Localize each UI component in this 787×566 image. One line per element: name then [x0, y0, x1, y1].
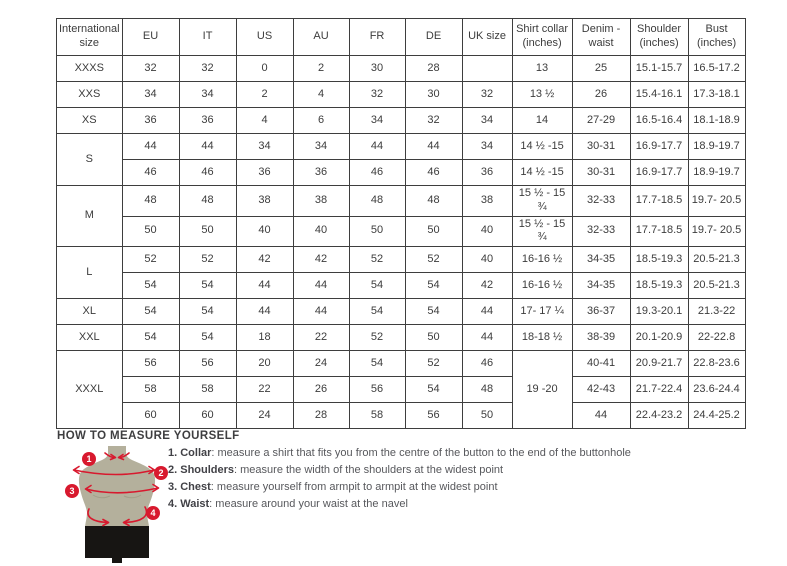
table-row [57, 273, 746, 299]
column-header: FR [349, 19, 405, 56]
measure-step-label: 2. Shoulders [168, 464, 235, 476]
table-cell: 26 [572, 82, 630, 108]
table-cell: 30 [405, 82, 462, 108]
table-cell: 54 [405, 299, 462, 325]
table-cell: 36 [293, 160, 349, 186]
table-cell: 50 [405, 325, 462, 351]
size-chart-table [56, 18, 746, 429]
svg-text:2: 2 [158, 468, 164, 479]
table-row [57, 247, 746, 273]
table-cell: 22 [236, 377, 293, 403]
table-cell: 58 [122, 377, 179, 403]
table-cell: 44 [572, 403, 630, 429]
measure-step-label: 1. Collar [168, 447, 212, 459]
table-cell: 44 [293, 273, 349, 299]
table-row [57, 82, 746, 108]
table-cell: 58 [179, 377, 236, 403]
table-cell: 40 [462, 216, 512, 247]
table-cell: 38-39 [572, 325, 630, 351]
table-cell: 30 [349, 56, 405, 82]
table-cell: 44 [405, 134, 462, 160]
table-cell: 50 [349, 216, 405, 247]
table-cell: 34 [462, 134, 512, 160]
table-cell: 13 [512, 56, 572, 82]
measure-step-label: 3. Chest [168, 481, 211, 493]
table-cell: XXXS [57, 56, 123, 82]
table-cell: 19.7- 20.5 [688, 186, 745, 217]
table-cell: 42 [462, 273, 512, 299]
table-cell: 38 [236, 186, 293, 217]
table-cell: 50 [462, 403, 512, 429]
table-cell: 22 [293, 325, 349, 351]
table-cell: 42 [293, 247, 349, 273]
table-cell: 22.4-23.2 [630, 403, 688, 429]
table-row [57, 325, 746, 351]
table-cell: 46 [462, 351, 512, 377]
table-cell: 15 ½ - 15 ¾ [512, 186, 572, 217]
table-cell: 32 [122, 56, 179, 82]
table-cell: M [57, 186, 123, 247]
table-cell: 56 [122, 351, 179, 377]
table-cell: 18.5-19.3 [630, 247, 688, 273]
table-cell: 32 [462, 82, 512, 108]
table-cell: 30-31 [572, 160, 630, 186]
table-cell: 6 [293, 108, 349, 134]
table-cell: 36 [179, 108, 236, 134]
table-cell: 18.5-19.3 [630, 273, 688, 299]
table-row [57, 403, 746, 429]
table-cell: 58 [349, 403, 405, 429]
table-cell: XS [57, 108, 123, 134]
table-cell: XXL [57, 325, 123, 351]
table-cell: 44 [293, 299, 349, 325]
table-cell: 14 ½ -15 [512, 134, 572, 160]
column-header: Denim - waist [572, 19, 630, 56]
table-cell: 34 [122, 82, 179, 108]
table-cell: 30-31 [572, 134, 630, 160]
table-cell: 20.1-20.9 [630, 325, 688, 351]
table-cell: S [57, 134, 123, 186]
table-cell: 22.8-23.6 [688, 351, 745, 377]
table-cell: 44 [236, 273, 293, 299]
table-cell: XL [57, 299, 123, 325]
table-cell: 14 ½ -15 [512, 160, 572, 186]
marker-4 [146, 506, 160, 520]
table-cell: 15.1-15.7 [630, 56, 688, 82]
table-cell: 34 [462, 108, 512, 134]
table-cell: 14 [512, 108, 572, 134]
table-cell: 17.7-18.5 [630, 186, 688, 217]
table-cell: 50 [179, 216, 236, 247]
table-cell: 19 -20 [512, 351, 572, 429]
measure-step-label: 4. Waist [168, 498, 210, 510]
table-cell: 52 [349, 247, 405, 273]
table-cell: 2 [236, 82, 293, 108]
table-cell: 54 [349, 273, 405, 299]
table-row [57, 351, 746, 377]
table-cell: 32-33 [572, 186, 630, 217]
table-cell: 20.5-21.3 [688, 273, 745, 299]
column-header: International size [57, 19, 123, 56]
table-cell: 27-29 [572, 108, 630, 134]
mannequin-figure-svg [56, 446, 170, 566]
measure-step [168, 465, 631, 476]
table-cell: 40 [236, 216, 293, 247]
table-cell: 34-35 [572, 247, 630, 273]
table-cell: 48 [122, 186, 179, 217]
table-cell: 54 [405, 377, 462, 403]
measure-steps-list [168, 448, 631, 516]
table-cell: 16-16 ½ [512, 273, 572, 299]
table-cell: 16.5-16.4 [630, 108, 688, 134]
table-cell: 18 [236, 325, 293, 351]
table-cell: 18.1-18.9 [688, 108, 745, 134]
table-cell: 18-18 ½ [512, 325, 572, 351]
table-cell: 18.9-19.7 [688, 160, 745, 186]
table-row [57, 160, 746, 186]
mannequin-shorts [85, 526, 149, 563]
table-cell: 50 [122, 216, 179, 247]
table-cell: 16-16 ½ [512, 247, 572, 273]
svg-text:3: 3 [69, 486, 75, 497]
table-row [57, 108, 746, 134]
table-cell: 44 [122, 134, 179, 160]
table-cell: 34 [236, 134, 293, 160]
table-cell: 17.3-18.1 [688, 82, 745, 108]
table-cell [462, 56, 512, 82]
table-cell: 34 [179, 82, 236, 108]
table-cell: XXXL [57, 351, 123, 429]
table-row [57, 216, 746, 247]
table-cell: 54 [122, 299, 179, 325]
table-cell: 40 [462, 247, 512, 273]
measure-step [168, 499, 631, 510]
table-cell: 36 [462, 160, 512, 186]
table-cell: 60 [122, 403, 179, 429]
column-header: EU [122, 19, 179, 56]
measure-step-text: : measure yourself from armpit to armpit at the widest point [210, 481, 498, 493]
table-cell: 36 [122, 108, 179, 134]
table-cell: 46 [122, 160, 179, 186]
table-row [57, 186, 746, 217]
marker-3 [65, 484, 79, 498]
table-cell: 34-35 [572, 273, 630, 299]
table-cell: 54 [179, 299, 236, 325]
table-cell: 42 [236, 247, 293, 273]
column-header: DE [405, 19, 462, 56]
table-cell: L [57, 247, 123, 299]
table-cell: 54 [179, 325, 236, 351]
table-cell: 56 [349, 377, 405, 403]
column-header: Shoulder (inches) [630, 19, 688, 56]
measure-step-text: : measure the width of the shoulders at the widest point [234, 464, 504, 476]
table-cell: 32 [349, 82, 405, 108]
table-cell: 54 [349, 351, 405, 377]
table-cell: 21.3-22 [688, 299, 745, 325]
table-cell: 52 [405, 351, 462, 377]
column-header: AU [293, 19, 349, 56]
table-cell: 24.4-25.2 [688, 403, 745, 429]
measure-step-text: : measure a shirt that fits you from the centre of the button to the end of the buttonhole [211, 447, 631, 459]
table-cell: 54 [179, 273, 236, 299]
table-cell: 54 [122, 325, 179, 351]
table-cell: 32 [179, 56, 236, 82]
table-header-row [57, 19, 746, 56]
table-cell: 44 [462, 325, 512, 351]
table-cell: 32-33 [572, 216, 630, 247]
table-cell: 44 [349, 134, 405, 160]
table-cell: 52 [179, 247, 236, 273]
table-cell: 18.9-19.7 [688, 134, 745, 160]
table-cell: 46 [349, 160, 405, 186]
table-cell: XXS [57, 82, 123, 108]
table-cell: 52 [349, 325, 405, 351]
column-header: IT [179, 19, 236, 56]
measure-step-text: : measure around your waist at the navel [209, 498, 408, 510]
table-cell: 0 [236, 56, 293, 82]
column-header: UK size [462, 19, 512, 56]
table-cell: 36 [236, 160, 293, 186]
table-cell: 36-37 [572, 299, 630, 325]
marker-1 [82, 452, 96, 466]
table-cell: 4 [293, 82, 349, 108]
table-cell: 46 [405, 160, 462, 186]
column-header: Bust (inches) [688, 19, 745, 56]
table-cell: 20.5-21.3 [688, 247, 745, 273]
table-cell: 28 [405, 56, 462, 82]
measure-step [168, 482, 631, 493]
table-cell: 48 [462, 377, 512, 403]
table-cell: 20.9-21.7 [630, 351, 688, 377]
svg-text:1: 1 [86, 454, 92, 465]
table-cell: 54 [405, 273, 462, 299]
table-cell: 32 [405, 108, 462, 134]
table-cell: 44 [179, 134, 236, 160]
column-header: US [236, 19, 293, 56]
table-cell: 60 [179, 403, 236, 429]
table-cell: 24 [236, 403, 293, 429]
table-cell: 52 [405, 247, 462, 273]
table-row [57, 299, 746, 325]
table-cell: 38 [293, 186, 349, 217]
how-to-measure-title: HOW TO MEASURE YOURSELF [57, 430, 240, 442]
table-cell: 48 [349, 186, 405, 217]
table-cell: 38 [462, 186, 512, 217]
table-cell: 26 [293, 377, 349, 403]
table-cell: 20 [236, 351, 293, 377]
table-cell: 19.7- 20.5 [688, 216, 745, 247]
table-cell: 40 [293, 216, 349, 247]
table-cell: 40-41 [572, 351, 630, 377]
table-cell: 44 [236, 299, 293, 325]
table-cell: 15.4-16.1 [630, 82, 688, 108]
table-cell: 25 [572, 56, 630, 82]
table-row [57, 377, 746, 403]
table-cell: 21.7-22.4 [630, 377, 688, 403]
table-cell: 23.6-24.4 [688, 377, 745, 403]
table-cell: 16.9-17.7 [630, 134, 688, 160]
table-cell: 17- 17 ¼ [512, 299, 572, 325]
table-cell: 19.3-20.1 [630, 299, 688, 325]
table-cell: 17.7-18.5 [630, 216, 688, 247]
table-cell: 16.9-17.7 [630, 160, 688, 186]
table-cell: 56 [179, 351, 236, 377]
table-cell: 56 [405, 403, 462, 429]
table-cell: 28 [293, 403, 349, 429]
table-cell: 16.5-17.2 [688, 56, 745, 82]
table-cell: 44 [462, 299, 512, 325]
table-cell: 50 [405, 216, 462, 247]
table-cell: 15 ½ - 15 ¾ [512, 216, 572, 247]
table-cell: 48 [405, 186, 462, 217]
table-cell: 2 [293, 56, 349, 82]
column-header: Shirt collar (inches) [512, 19, 572, 56]
table-row [57, 134, 746, 160]
marker-2 [154, 466, 168, 480]
measurement-figure [56, 446, 170, 566]
table-cell: 48 [179, 186, 236, 217]
measure-step [168, 448, 631, 459]
table-cell: 22-22.8 [688, 325, 745, 351]
table-cell: 54 [122, 273, 179, 299]
table-cell: 24 [293, 351, 349, 377]
table-cell: 34 [293, 134, 349, 160]
table-cell: 13 ½ [512, 82, 572, 108]
table-cell: 34 [349, 108, 405, 134]
table-cell: 4 [236, 108, 293, 134]
table-row [57, 56, 746, 82]
table-cell: 54 [349, 299, 405, 325]
table-cell: 46 [179, 160, 236, 186]
table-cell: 52 [122, 247, 179, 273]
table-cell: 42-43 [572, 377, 630, 403]
svg-text:4: 4 [150, 508, 156, 519]
